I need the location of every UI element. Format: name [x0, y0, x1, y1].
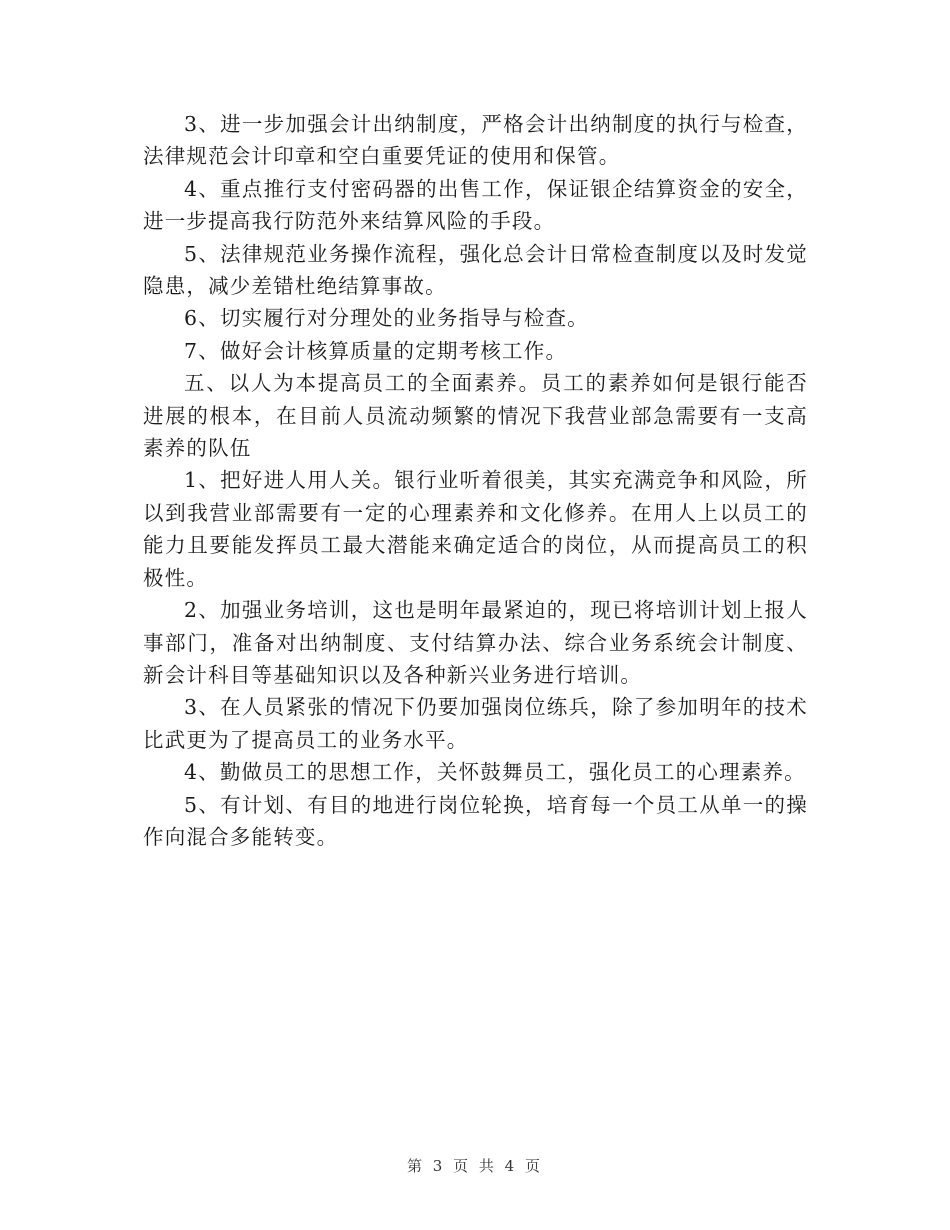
paragraph-item-7-quality-assessment: 7、做好会计核算质量的定期考核工作。	[184, 338, 568, 363]
paragraph-item-4-ideological-work: 4、勤做员工的思想工作，关怀鼓舞员工，强化员工的心理素养。	[184, 760, 806, 785]
paragraph-item-1-recruitment: 1、把好进人用人关。银行业听着很美，其实充满竞争和风险，所以到我营业部需要有一定的心理素养和文化修养。在用人上以员工的能力且要能发挥员工最大潜能来确定适合的岗位，从而提高员工的积极性。	[143, 468, 808, 590]
paragraph-item-5-job-rotation: 5、有计划、有目的地进行岗位轮换，培育每一个员工从单一的操作向混合多能转变。	[143, 792, 808, 849]
document-body	[143, 108, 808, 853]
paragraph-item-5-operation-process: 5、法律规范业务操作流程，强化总会计日常检查制度以及时发觉隐患，减少差错杜绝结算事故。	[143, 241, 808, 299]
paragraph-item-3-job-practice: 3、在人员紧张的情况下仍要加强岗位练兵，除了参加明年的技术比武更为了提高员工的业务水平。	[143, 695, 808, 752]
paragraph-item-4-payment-password: 4、重点推行支付密码器的出售工作，保证银企结算资金的安全，进一步提高我行防范外来结算风险的手段。	[143, 176, 808, 234]
paragraph-item-2-training: 2、加强业务培训，这也是明年最紧迫的，现已将培训计划上报人事部门，准备对出纳制度、支付结算办法、综合业务系统会计制度、新会计科目等基础知识以及各种新兴业务进行培训。	[143, 598, 808, 687]
page-number-footer: 第 3 页 共 4 页	[407, 1157, 543, 1175]
paragraph-item-6-branch-guidance: 6、切实履行对分理处的业务指导与检查。	[184, 306, 589, 331]
section-heading-five-staff-quality: 五、以人为本提高员工的全面素养。员工的素养如何是银行能否进展的根本，在目前人员流动频繁的情况下我营业部急需要有一支高素养的队伍	[143, 371, 808, 461]
paragraph-item-3-accounting-cashier: 3、进一步加强会计出纳制度，严格会计出纳制度的执行与检查，法律规范会计印章和空白重要凭证的使用和保管。	[143, 112, 808, 169]
